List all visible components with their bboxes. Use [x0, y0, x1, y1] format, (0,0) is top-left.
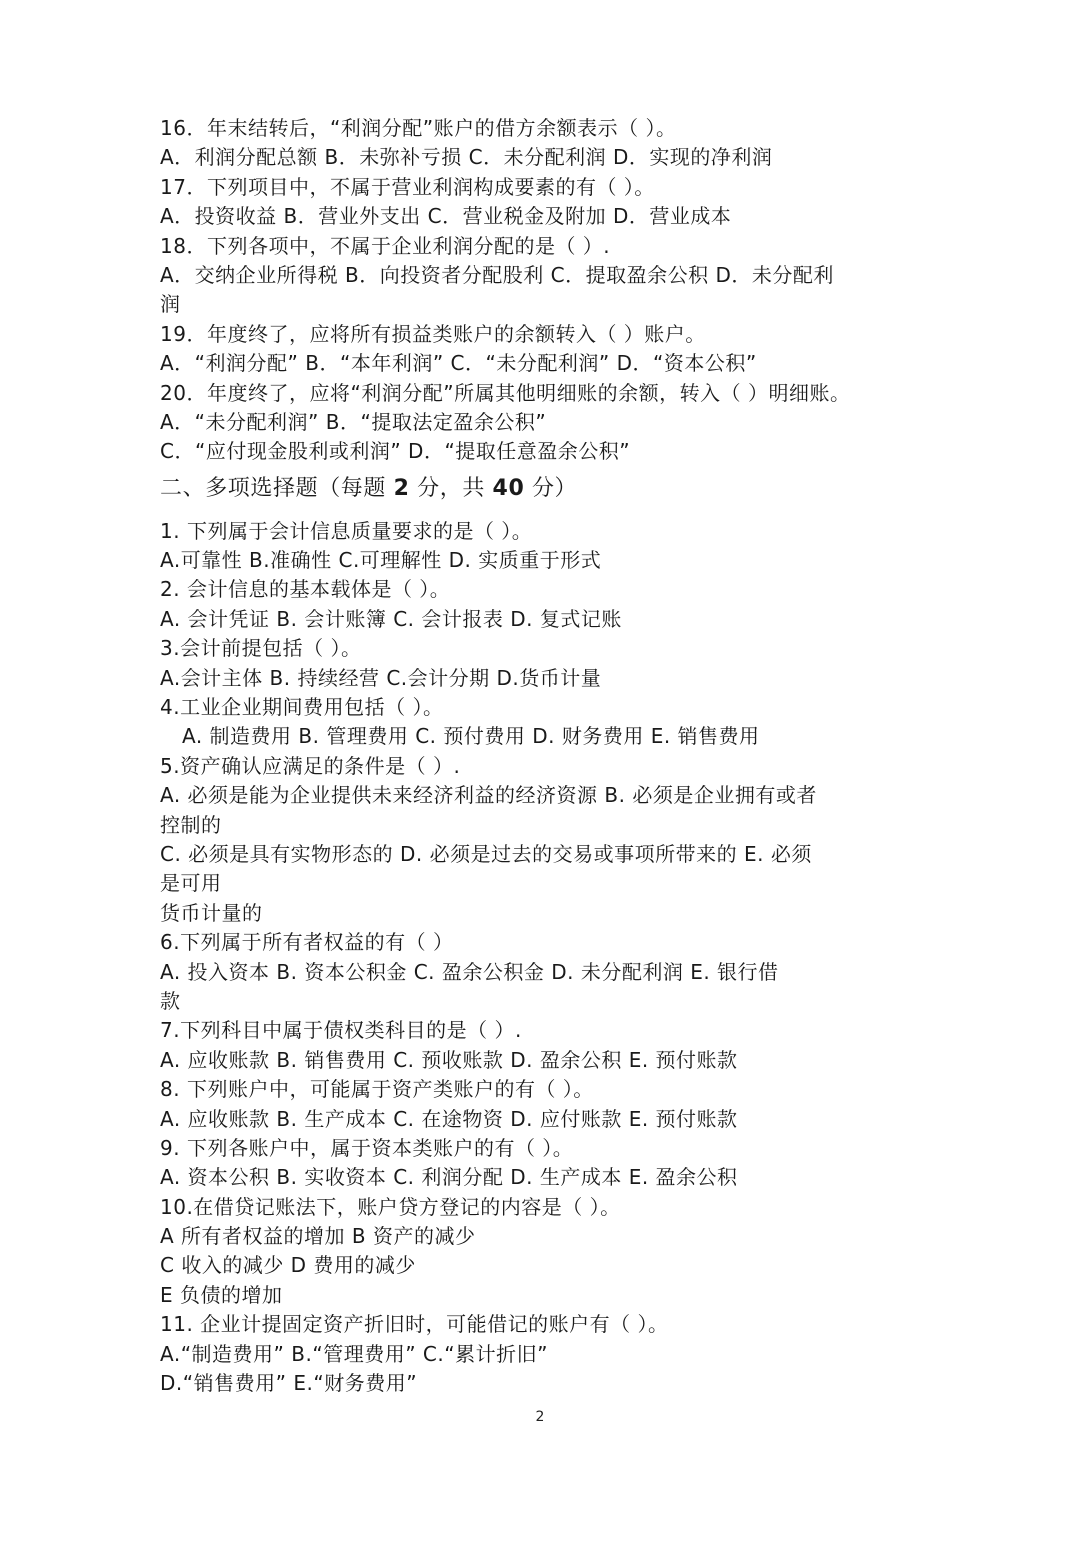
heading-points-each: 2 [393, 475, 410, 501]
mc-question-10-options-e: E 负债的增加 [160, 1282, 283, 1307]
mc-question-5-options-cde-cont: 是可用 [160, 871, 222, 896]
mc-question-3: 3.会计前提包括（ ）。 [160, 636, 362, 661]
mc-question-11: 11. 企业计提固定资产折旧时，可能借记的账户有（ ）。 [160, 1312, 669, 1337]
mc-question-5-options-ab: A. 必须是能为企业提供未来经济利益的经济资源 B. 必须是企业拥有或者 [160, 783, 817, 808]
question-17-options: A．投资收益 B．营业外支出 C．营业税金及附加 D．营业成本 [160, 204, 732, 229]
section-heading-multiple-choice [160, 467, 940, 511]
mc-question-9-options: A. 资本公积 B. 实收资本 C. 利润分配 D. 生产成本 E. 盈余公积 [160, 1165, 738, 1190]
question-20-options-cd: C．“应付现金股利或利润” D．“提取任意盈余公积” [160, 439, 631, 464]
heading-prefix: 二、多项选择题（每题 [160, 475, 394, 501]
mc-question-4-options: A. 制造费用 B. 管理费用 C. 预付费用 D. 财务费用 E. 销售费用 [182, 724, 760, 749]
question-18-options: A．交纳企业所得税 B．向投资者分配股利 C．提取盈余公积 D．未分配利 [160, 262, 834, 287]
mc-question-2-options: A. 会计凭证 B. 会计账簿 C. 会计报表 D. 复式记账 [160, 606, 622, 631]
mc-question-10-options-ab: A 所有者权益的增加 B 资产的减少 [160, 1224, 476, 1249]
mc-question-3-options: A.会计主体 B. 持续经营 C.会计分期 D.货币计量 [160, 665, 602, 690]
mc-question-11-options-abc: A.“制造费用” B.“管理费用” C.“累计折旧” [160, 1341, 548, 1366]
mc-question-1: 1. 下列属于会计信息质量要求的是（ ）。 [160, 518, 533, 543]
heading-middle: 分，共 [409, 475, 493, 501]
mc-question-11-options-de: D.“销售费用” E.“财务费用” [160, 1371, 418, 1396]
mc-question-6-options: A. 投入资本 B. 资本公积金 C. 盈余公积金 D. 未分配利润 E. 银行借 [160, 959, 779, 984]
question-17: 17．下列项目中，不属于营业利润构成要素的有（ ）。 [160, 174, 655, 199]
heading-points-total: 40 [492, 475, 525, 501]
question-18-options-cont: 润 [160, 292, 181, 317]
mc-question-2: 2. 会计信息的基本载体是（ ）。 [160, 577, 451, 602]
mc-question-8-options: A. 应收账款 B. 生产成本 C. 在途物资 D. 应付账款 E. 预付账款 [160, 1106, 738, 1131]
question-18: 18．下列各项中，不属于企业利润分配的是（ ）. [160, 233, 611, 258]
question-19: 19．年度终了，应将所有损益类账户的余额转入（ ）账户。 [160, 321, 706, 346]
heading-suffix: 分） [524, 475, 578, 501]
mc-question-5-options-ab-cont: 控制的 [160, 812, 222, 837]
mc-question-1-options: A.可靠性 B.准确性 C.可理解性 D. 实质重于形式 [160, 548, 602, 573]
mc-question-6: 6.下列属于所有者权益的有（ ） [160, 930, 454, 955]
single-choice-questions [160, 114, 940, 467]
mc-question-7-options: A. 应收账款 B. 销售费用 C. 预收账款 D. 盈余公积 E. 预付账款 [160, 1047, 738, 1072]
mc-question-5: 5.资产确认应满足的条件是（ ）. [160, 753, 461, 778]
mc-question-6-options-cont: 款 [160, 988, 181, 1013]
mc-question-4: 4.工业企业期间费用包括（ ）。 [160, 695, 444, 720]
question-20-options-ab: A．“未分配利润” B．“提取法定盈余公积” [160, 409, 547, 434]
multiple-choice-questions [160, 517, 940, 1399]
page-number: 2 [535, 1409, 545, 1425]
question-16: 16．年末结转后，“利润分配”账户的借方余额表示（ ）。 [160, 116, 677, 140]
question-16-options: A．利润分配总额 B．未弥补亏损 C．未分配利润 D．实现的净利润 [160, 145, 773, 170]
page-content [160, 114, 940, 1398]
mc-question-5-options-cde: C. 必须是具有实物形态的 D. 必须是过去的交易或事项所带来的 E. 必须 [160, 841, 812, 866]
mc-question-10-options-cd: C 收入的减少 D 费用的减少 [160, 1253, 416, 1278]
mc-question-5-options-cde-cont2: 货币计量的 [160, 900, 263, 925]
question-19-options: A．“利润分配” B．“本年利润” C．“未分配利润” D．“资本公积” [160, 351, 757, 376]
question-20: 20．年度终了，应将“利润分配”所属其他明细账的余额，转入（ ）明细账。 [160, 380, 851, 405]
mc-question-9: 9. 下列各账户中，属于资本类账户的有（ ）。 [160, 1135, 574, 1160]
mc-question-10: 10.在借贷记账法下，账户贷方登记的内容是（ ）。 [160, 1194, 621, 1219]
mc-question-8: 8. 下列账户中，可能属于资产类账户的有（ ）。 [160, 1077, 594, 1102]
mc-question-7: 7.下列科目中属于债权类科目的是（ ）. [160, 1018, 522, 1043]
